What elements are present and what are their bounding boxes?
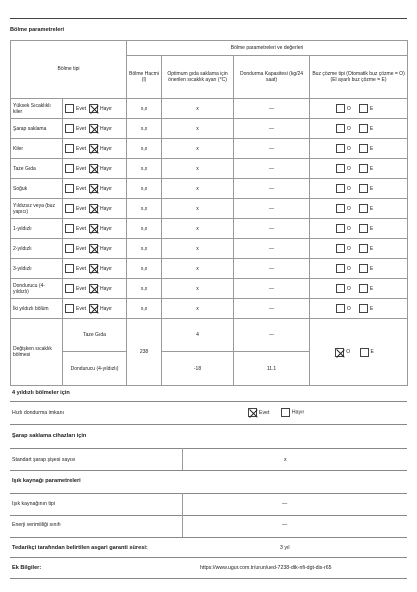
compartment-name: Yüksek Sıcaklıklı kiler [11,99,63,119]
table-row [11,119,408,139]
compartment-temp: x [162,239,234,259]
divider [10,515,407,516]
compartment-volume: x,x [127,239,162,259]
variable-sub2: Dondurucu (4-yıldızlı) [63,352,127,386]
compartment-freeze: — [234,159,310,179]
defrost-manual-checkbox[interactable] [359,284,368,293]
fast-freeze-yes-checkbox[interactable] [248,408,257,417]
compartment-freeze: — [234,139,310,159]
variable-defrost: O E [310,319,408,386]
yes-checkbox[interactable] [65,304,74,313]
compartment-temp: x [162,259,234,279]
presence-options: Evet Hayır [63,119,127,139]
presence-options: Evet Hayır [63,239,127,259]
no-checkbox[interactable] [89,284,98,293]
wine-heading: Şarap saklama cihazları için [12,433,87,439]
compartment-name: Taze Gıda [11,159,63,179]
variable-volume: 238 [127,319,162,386]
fast-freeze-no-checkbox[interactable] [281,408,290,417]
defrost-auto-checkbox[interactable] [336,304,345,313]
compartment-freeze: — [234,99,310,119]
divider [10,493,407,494]
variable-temp1: 4 [162,319,234,352]
table-row [11,179,408,199]
defrost-auto-checkbox[interactable] [335,348,344,357]
defrost-options: O E [310,179,408,199]
defrost-auto-checkbox[interactable] [336,144,345,153]
compartment-name: 2-yıldızlı [11,239,63,259]
compartment-temp: x [162,279,234,299]
fast-freeze-label: Hızlı dondurma imkanı [12,410,64,416]
wine-bottles-label: Standart şarap şişesi sayısı [12,457,76,463]
table-row [11,239,408,259]
compartment-volume: x,x [127,199,162,219]
compartment-freeze: — [234,239,310,259]
compartment-volume: x,x [127,159,162,179]
defrost-manual-checkbox[interactable] [359,184,368,193]
defrost-manual-checkbox[interactable] [359,164,368,173]
variable-sub1: Taze Gıda [63,319,127,352]
defrost-auto-checkbox[interactable] [336,264,345,273]
defrost-manual-checkbox[interactable] [359,124,368,133]
defrost-manual-checkbox[interactable] [359,244,368,253]
compartment-name: 3-yıldızlı [11,259,63,279]
header-defrost: Buz çözme tipi (Otomatik buz çözme = O) (El ayarlı buz çözme = E) [310,56,408,99]
no-checkbox[interactable] [89,224,98,233]
defrost-auto-checkbox[interactable] [336,244,345,253]
compartment-freeze: — [234,199,310,219]
table-row [11,219,408,239]
defrost-auto-checkbox[interactable] [336,124,345,133]
compartment-name: İki yıldızlı bölüm [11,299,63,319]
divider [10,448,407,449]
section-heading: Bölme parametreleri [10,27,65,33]
light-class-value: — [282,522,288,528]
compartment-temp: x [162,219,234,239]
table-row [11,259,408,279]
compartment-temp: x [162,139,234,159]
compartment-temp: x [162,299,234,319]
table-row [11,279,408,299]
yes-checkbox[interactable] [65,204,74,213]
compartment-temp: x [162,99,234,119]
defrost-options: O E [310,199,408,219]
divider [10,578,407,579]
presence-options: Evet Hayır [63,159,127,179]
compartment-freeze: — [234,219,310,239]
header-group: Bölme parametreleri ve değerleri [127,41,408,56]
no-checkbox[interactable] [89,124,98,133]
compartment-table [10,40,408,386]
presence-options: Evet Hayır [63,199,127,219]
compartment-volume: x,x [127,219,162,239]
yes-checkbox[interactable] [65,184,74,193]
no-checkbox[interactable] [89,304,98,313]
light-type-label: Işık kaynağının tipi [12,501,55,507]
defrost-options: O E [310,279,408,299]
warranty-value: 3 yıl [280,545,290,551]
yes-checkbox[interactable] [65,144,74,153]
compartment-volume: x,x [127,139,162,159]
compartment-volume: x,x [127,99,162,119]
column-divider [182,448,183,470]
compartment-name: Dondurucu (4-yıldızlı) [11,279,63,299]
defrost-options: O E [310,259,408,279]
divider [10,401,407,402]
defrost-manual-checkbox[interactable] [359,264,368,273]
presence-options: Evet Hayır [63,179,127,199]
yes-checkbox[interactable] [65,284,74,293]
defrost-manual-checkbox[interactable] [359,204,368,213]
column-divider [182,493,183,537]
compartment-name: Yıldızsız veya (buz yapıcı) [11,199,63,219]
light-heading: Işık kaynağı parametreleri [12,478,81,484]
defrost-auto-checkbox[interactable] [336,224,345,233]
defrost-auto-checkbox[interactable] [336,164,345,173]
header-volume: Bölme Hacmi (l) [127,56,162,99]
table-row [11,159,408,179]
divider [10,537,407,538]
yes-checkbox[interactable] [65,164,74,173]
defrost-options: O E [310,99,408,119]
defrost-options: O E [310,299,408,319]
yes-checkbox[interactable] [65,124,74,133]
compartment-name: Kiler [11,139,63,159]
defrost-options: O E [310,139,408,159]
light-class-label: Enerji verimliliği sınıfı [12,522,61,528]
no-checkbox[interactable] [89,104,98,113]
compartment-name: Şarap saklama [11,119,63,139]
divider [10,470,407,471]
yes-checkbox[interactable] [65,224,74,233]
presence-options: Evet Hayır [63,299,127,319]
defrost-manual-checkbox[interactable] [359,144,368,153]
compartment-temp: x [162,179,234,199]
presence-options: Evet Hayır [63,259,127,279]
defrost-auto-checkbox[interactable] [336,284,345,293]
defrost-manual-checkbox[interactable] [359,304,368,313]
no-checkbox[interactable] [89,164,98,173]
table-row [11,199,408,219]
compartment-freeze: — [234,259,310,279]
yes-checkbox[interactable] [65,244,74,253]
defrost-options: O E [310,159,408,179]
presence-options: Evet Hayır [63,279,127,299]
fast-freeze-options: Evet Hayır [248,408,304,417]
header-temp: Optimum gıda saklama için önerilen sıcaklık ayarı (°C) [162,56,234,99]
defrost-manual-checkbox[interactable] [359,224,368,233]
presence-options: Evet Hayır [63,219,127,239]
light-type-value: — [282,501,288,507]
presence-options: Evet Hayır [63,139,127,159]
compartment-freeze: — [234,179,310,199]
variable-freeze2: 11.1 [234,352,310,386]
yes-checkbox[interactable] [65,264,74,273]
table-row [11,299,408,319]
extra-info-label: Ek Bilgiler: [12,565,42,571]
yes-checkbox[interactable] [65,104,74,113]
variable-compartment-label: Değişken sıcaklık bölmesi [11,319,63,386]
compartment-volume: x,x [127,179,162,199]
no-checkbox[interactable] [89,244,98,253]
no-checkbox[interactable] [89,184,98,193]
compartment-name: 1-yıldızlı [11,219,63,239]
no-checkbox[interactable] [89,264,98,273]
defrost-auto-checkbox[interactable] [336,184,345,193]
defrost-auto-checkbox[interactable] [336,204,345,213]
four-star-heading: 4 yıldızlı bölmeler için [12,390,70,396]
no-checkbox[interactable] [89,144,98,153]
table-row [11,139,408,159]
compartment-temp: x [162,119,234,139]
compartment-freeze: — [234,119,310,139]
divider [10,424,407,425]
compartment-volume: x,x [127,259,162,279]
compartment-volume: x,x [127,299,162,319]
defrost-auto-checkbox[interactable] [336,104,345,113]
compartment-freeze: — [234,299,310,319]
defrost-options: O E [310,119,408,139]
compartment-name: Soğuk [11,179,63,199]
presence-options: Evet Hayır [63,99,127,119]
defrost-manual-checkbox[interactable] [360,348,369,357]
top-rule [10,18,407,19]
compartment-freeze: — [234,279,310,299]
compartment-temp: x [162,199,234,219]
defrost-options: O E [310,219,408,239]
extra-info-link[interactable]: https://www.ugur.com.tr/urun/ued-7238-dtk-nfi-dgt-dis-r65 [200,565,332,571]
header-freeze: Dondurma Kapasitesi (kg/24 saat) [234,56,310,99]
compartment-volume: x,x [127,119,162,139]
variable-freeze1: — [234,319,310,352]
no-checkbox[interactable] [89,204,98,213]
wine-bottles-value: x [284,457,287,463]
divider [10,557,407,558]
defrost-options: O E [310,239,408,259]
header-type: Bölme tipi [11,41,127,99]
variable-temp2: -18 [162,352,234,386]
warranty-label: Tedarikçi tarafından belirtilen asgari garanti süresi: [12,545,148,551]
compartment-volume: x,x [127,279,162,299]
compartment-temp: x [162,159,234,179]
defrost-manual-checkbox[interactable] [359,104,368,113]
table-row [11,99,408,119]
